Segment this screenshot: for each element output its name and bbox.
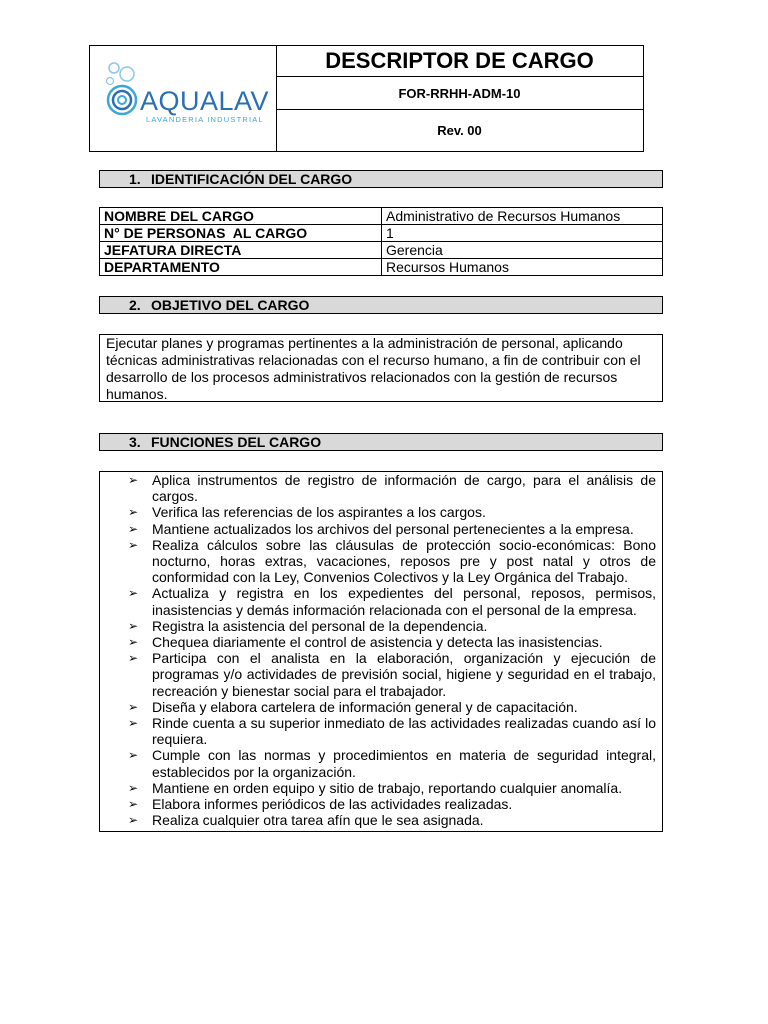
list-item: ➢ Realiza cálculos sobre las cláusulas de protección socio-económicas: Bono nocturno, horas extras, vacaciones, reposos pre y post natal y otros de conformidad con la Ley, Convenios Colectivos y la Ley Orgánica del Trabajo. [128, 536, 656, 586]
document-header [89, 45, 644, 152]
section-2-number: 2. [129, 297, 141, 313]
arrow-bullet-icon: ➢ [128, 537, 139, 552]
list-item: ➢ Diseña y elabora cartelera de información general y de capacitación. [128, 698, 578, 715]
list-item: ➢ Cumple con las normas y procedimientos en materia de seguridad integral, establecidos por la organización. [128, 747, 656, 780]
arrow-bullet-icon: ➢ [128, 521, 139, 536]
arrow-bullet-icon: ➢ [128, 813, 139, 828]
table-row [100, 259, 663, 276]
list-item: ➢ Rinde cuenta a su superior inmediato de las actividades realizadas cuando así lo requiera. [128, 715, 656, 748]
list-item: ➢ Actualiza y registra en los expedientes del personal, reposos, permisos, inasistencias y demás información relacionada con el personal de la empresa. [128, 585, 656, 618]
arrow-bullet-icon: ➢ [128, 780, 139, 795]
row-value: Recursos Humanos [382, 259, 663, 276]
arrow-bullet-icon: ➢ [128, 505, 139, 520]
logo-tagline: LAVANDERIA INDUSTRIAL [146, 115, 264, 124]
row-label: DEPARTAMENTO [100, 259, 382, 276]
list-item: ➢ Participa con el analista en la elaboración, organización y ejecución de programas y/o actividades de previsión social, higiene y seguridad en el trabajo, recreación y bienestar social para el trabajador. [128, 650, 656, 699]
functions-box [99, 471, 663, 832]
list-item: ➢ Elabora informes periódicos de las actividades realizadas. [128, 796, 513, 813]
arrow-bullet-icon: ➢ [128, 716, 139, 731]
list-item: ➢ Chequea diariamente el control de asistencia y detecta las inasistencias. [128, 634, 603, 651]
section-1-number: 1. [129, 171, 141, 187]
arrow-bullet-icon: ➢ [128, 618, 139, 633]
row-label: N° DE PERSONAS AL CARGO [100, 225, 382, 242]
list-item: ➢ Verifica las referencias de los aspirantes a los cargos. [128, 504, 486, 521]
list-item: ➢ Registra la asistencia del personal de la dependencia. [128, 617, 488, 634]
row-value: 1 [382, 225, 663, 242]
logo-brand: AQUALAV [140, 86, 270, 116]
section-3-title: FUNCIONES DEL CARGO [151, 434, 322, 450]
list-item: ➢ Mantiene actualizados los archivos del personal pertenecientes a la empresa. [128, 520, 634, 537]
list-item: ➢ Mantiene en orden equipo y sitio de trabajo, reportando cualquier anomalía. [128, 779, 623, 796]
section-2-title: OBJETIVO DEL CARGO [151, 297, 310, 313]
arrow-bullet-icon: ➢ [128, 473, 139, 487]
logo-cell [90, 46, 277, 151]
section-3-heading [99, 433, 663, 451]
list-item: ➢ Aplica instrumentos de registro de información de cargo, para el análisis de cargos. [128, 472, 656, 505]
table-row [100, 242, 663, 259]
arrow-bullet-icon: ➢ [128, 748, 139, 763]
arrow-bullet-icon: ➢ [128, 635, 139, 650]
document-revision: Rev. 00 [437, 123, 482, 138]
table-row [100, 208, 663, 225]
arrow-bullet-icon: ➢ [128, 651, 139, 666]
table-row [100, 225, 663, 242]
list-item: ➢ Realiza cualquier otra tarea afín que le sea asignada. [128, 812, 484, 829]
document-code: FOR-RRHH-ADM-10 [276, 77, 643, 110]
section-1-heading [99, 170, 663, 188]
document-title: DESCRIPTOR DE CARGO [276, 46, 643, 77]
row-label: NOMBRE DEL CARGO [100, 208, 382, 225]
objective-text: Ejecutar planes y programas pertinentes a la administración de personal, aplicando técnicas administrativas relacionadas con el recurso humano, a fin de contribuir con el desarrollo de los procesos administrativos relacionados con la gestión de recursos humanos. [99, 334, 663, 402]
arrow-bullet-icon: ➢ [128, 797, 139, 812]
row-value: Administrativo de Recursos Humanos [382, 208, 663, 225]
aqualav-logo [90, 46, 276, 151]
identification-table [99, 207, 663, 276]
row-label: JEFATURA DIRECTA [100, 242, 382, 259]
arrow-bullet-icon: ➢ [128, 699, 139, 714]
functions-list [100, 472, 656, 828]
section-2-heading [99, 296, 663, 314]
section-1-title: IDENTIFICACIÓN DEL CARGO [151, 171, 353, 187]
section-3-number: 3. [129, 434, 141, 450]
arrow-bullet-icon: ➢ [128, 586, 139, 601]
row-value: Gerencia [382, 242, 663, 259]
